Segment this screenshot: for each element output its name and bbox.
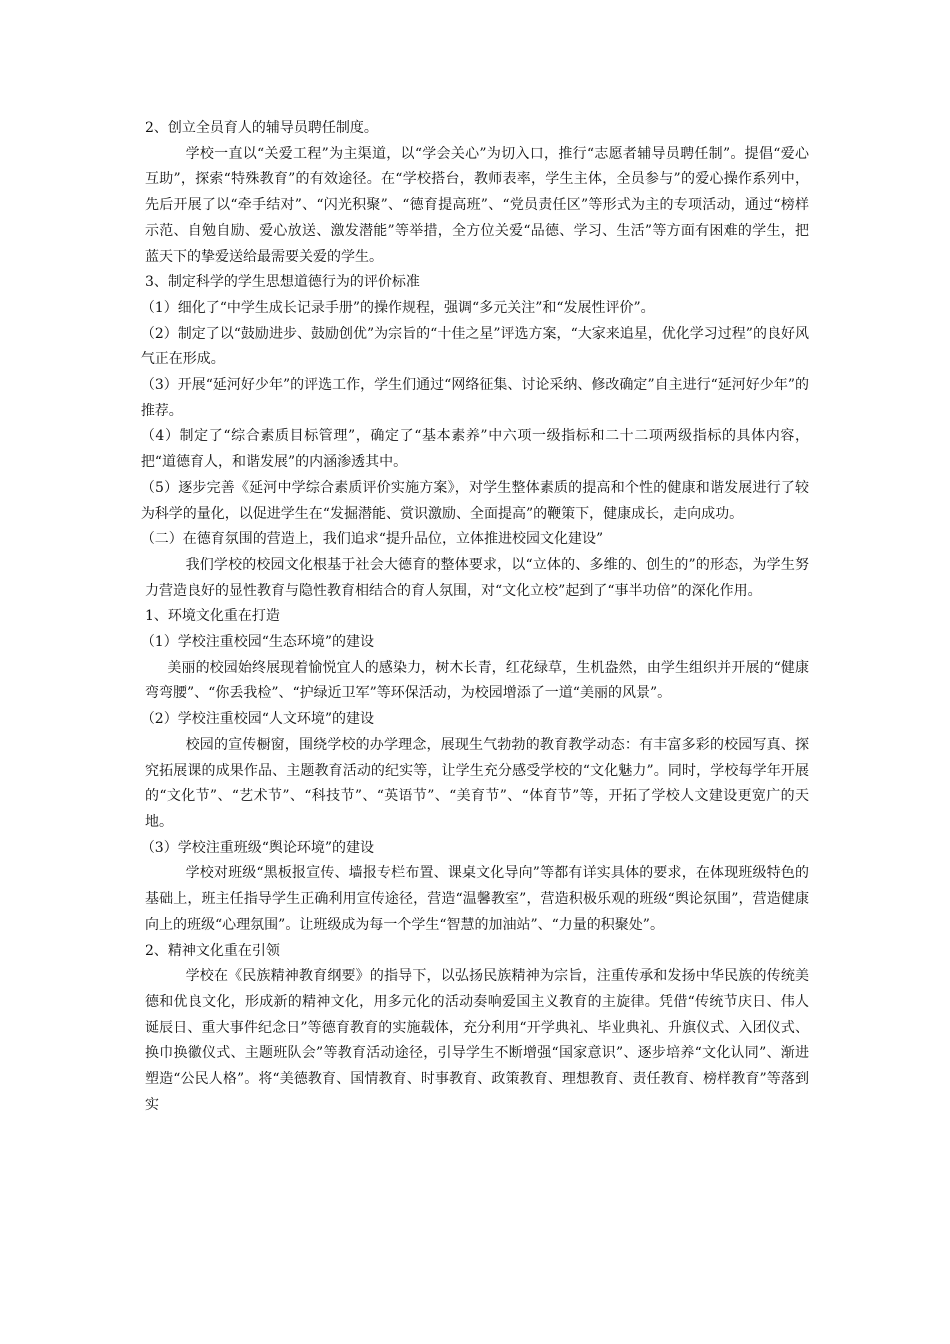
paragraph-humanistic: 校园的宣传橱窗，围绕学校的办学理念，展现生气勃勃的教育教学动态：有丰富多彩的校园写真、探究拓展课的成果作品、主题教育活动的纪实等，让学生充分感受学校的“文化魅力”。同时，学校每学年开展的“文化节”、“艺术节”、“科技节”、“英语节”、“美育节”、“体育节”等，开拓了学校人文建设更宽广的天地。 [145, 736, 809, 830]
section-heading-2: （二）在德育氛围的营造上，我们追求“提升品位，立体推进校园文化建设” [140, 531, 604, 548]
heading-2-spiritual-culture: 2、精神文化重在引领 [145, 942, 280, 959]
paragraph-spiritual: 学校在《民族精神教育纲要》的指导下，以弘扬民族精神为宗旨，注重传承和发扬中华民族的传统美德和优良文化，形成新的精神文化，用多元化的活动奏响爱国主义教育的主旋律。凭借“传统节庆日、伟人诞辰日、重大事件纪念日”等德育教育的实施载体，充分利用“开学典礼、毕业典礼、升旗仪式、入团仪式、换巾换徽仪式、主题班队会”等教育活动途径，引导学生不断增强“国家意识”、逐步培养“文化认同”、渐进塑造“公民人格”。将“美德教育、国情教育、时事教育、政策教育、理想教育、责任教育、榜样教育”等落到实 [145, 968, 809, 1113]
list-item-2: （2）制定了以“鼓励进步、鼓励创优”为宗旨的“十佳之星”评选方案，“大家来追星，优化学习过程”的良好风气正在形成。 [140, 325, 809, 368]
subheading-ecological-environment: （1）学校注重校园“生态环境”的建设 [140, 634, 375, 651]
paragraph-care-project: 学校一直以“关爱工程”为主渠道，以“学会关心”为切入口，推行“志愿者辅导员聘任制”。提倡“爱心互助”，探索“特殊教育”的有效途径。在“学校搭台，教师表率，学生主体，全员参与”的爱心操作系列中，先后开展了以“牵手结对”、“闪光积聚”、“德育提高班”、“党员责任区”等形式为主的专项活动，通过“榜样示范、自勉自励、爱心放送、激发潜能”等举措，全方位关爱“品德、学习、生活”等方面有困难的学生，把蓝天下的挚爱送给最需要关爱的学生。 [145, 145, 809, 265]
paragraph-ecological: 美丽的校园始终展现着愉悦宜人的感染力，树木长青，红花绿草，生机盎然，由学生组织并开展的“健康弯弯腰”、“你丢我检”、“护绿近卫军”等环保活动，为校园增添了一道“美丽的风景”。 [145, 659, 809, 702]
document-page [140, 116, 809, 1118]
subheading-opinion-environment: （3）学校注重班级“舆论环境”的建设 [140, 839, 375, 856]
paragraph-opinion: 学校对班级“黑板报宣传、墙报专栏布置、课桌文化导向”等都有详实具体的要求，在体现班级特色的基础上，班主任指导学生正确利用宣传途径，营造“温馨教室”，营造积极乐观的班级“舆论氛围”，营造健康向上的班级“心理氛围”。让班级成为每一个学生“智慧的加油站”、“力量的积聚处”。 [145, 865, 809, 933]
heading-1-environment-culture: 1、环境文化重在打造 [145, 608, 280, 625]
list-item-1: （1）细化了“中学生成长记录手册”的操作规程，强调“多元关注”和“发展性评价”。 [140, 299, 655, 316]
list-item-5: （5）逐步完善《延河中学综合素质评价实施方案》，对学生整体素质的提高和个性的健康和谐发展进行了较为科学的量化，以促进学生在“发掘潜能、赏识激励、全面提高”的鞭策下，健康成长，走向成功。 [140, 479, 809, 522]
paragraph-campus-culture: 我们学校的校园文化根基于社会大德育的整体要求，以“立体的、多维的、创生的”的形态，为学生努力营造良好的显性教育与隐性教育相结合的育人氛围，对“文化立校”起到了“事半功倍”的深化作用。 [145, 556, 809, 599]
list-item-4: （4）制定了“综合素质目标管理”，确定了“基本素养”中六项一级指标和二十二项两级指标的具体内容，把“道德育人，和谐发展”的内涵渗透其中。 [140, 428, 809, 471]
subheading-humanistic-environment: （2）学校注重校园“人文环境”的建设 [140, 711, 375, 728]
heading-3-evaluation-standard: 3、制定科学的学生思想道德行为的评价标准 [145, 274, 420, 291]
heading-2-counselor-system: 2、创立全员育人的辅导员聘任制度。 [145, 120, 378, 136]
list-item-3: （3）开展“延河好少年”的评选工作，学生们通过“网络征集、讨论采纳、修改确定”自主进行“延河好少年”的推荐。 [140, 377, 809, 419]
